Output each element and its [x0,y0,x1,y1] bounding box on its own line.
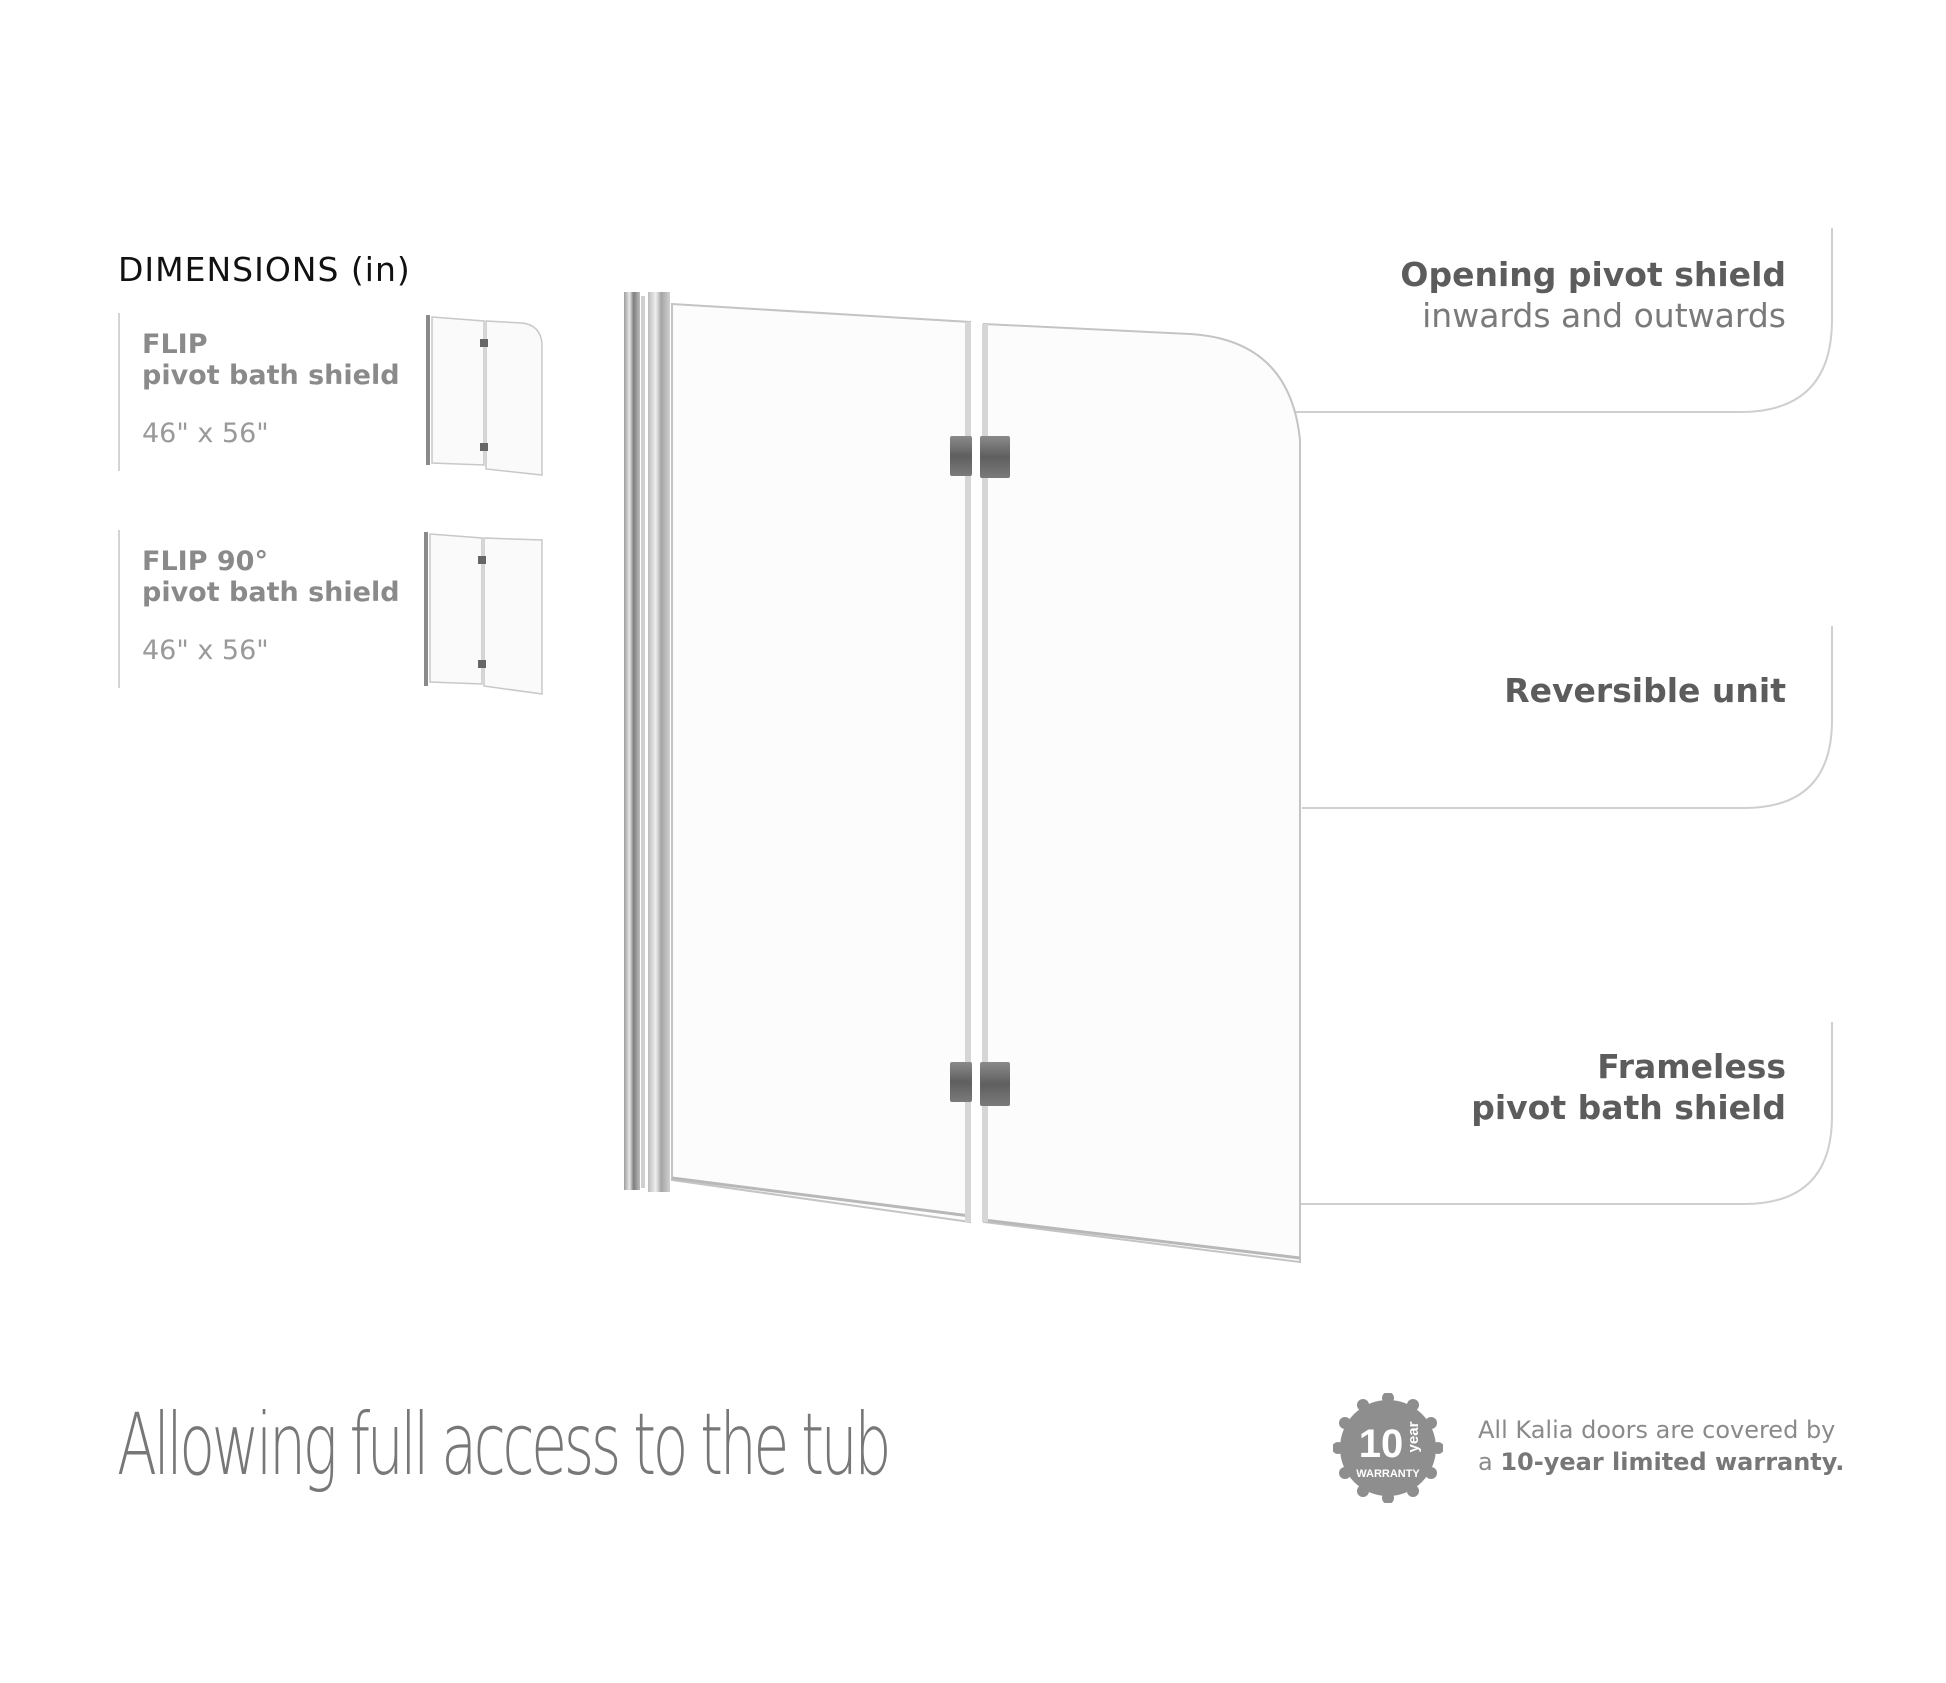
left-glass-panel [672,304,970,1222]
warranty-bold: 10-year limited warranty. [1500,1448,1845,1476]
dimensions-title: DIMENSIONS (in) [118,250,411,289]
feature-title: Opening pivot shield [1400,255,1786,294]
feature-subtitle: pivot bath shield [1471,1088,1786,1127]
badge-unit: year [1405,1421,1422,1453]
feature-title: Frameless [1597,1047,1786,1086]
warranty-line-1: All Kalia doors are covered by [1478,1416,1836,1444]
warranty-text [1478,1414,1844,1478]
feature-reversible [1504,670,1786,711]
model-subtitle: pivot bath shield [142,360,400,391]
callout-line-reversible [1302,626,1832,808]
badge-number: 10 [1358,1422,1404,1466]
warranty-badge-icon [1333,1393,1443,1503]
wall-rail [624,292,640,1190]
feature-title: Reversible unit [1504,671,1786,710]
feature-frameless [1471,1046,1786,1128]
feature-opening-pivot [1400,254,1786,336]
warranty-prefix: a [1478,1448,1501,1476]
hinge-bottom [950,1062,1010,1106]
model-name: FLIP 90° [142,546,268,577]
model-subtitle: pivot bath shield [142,577,400,608]
right-glass-panel [984,324,1300,1262]
warranty-line-2 [1478,1446,1844,1478]
tagline: Allowing full access to the tub [117,1395,889,1495]
hinge-top [950,436,1010,478]
model-size: 46" x 56" [142,418,269,449]
badge-label: WARRANTY [1356,1468,1420,1480]
model-name: FLIP [142,329,208,360]
feature-subtitle: inwards and outwards [1422,296,1786,335]
model-size: 46" x 56" [142,635,269,666]
